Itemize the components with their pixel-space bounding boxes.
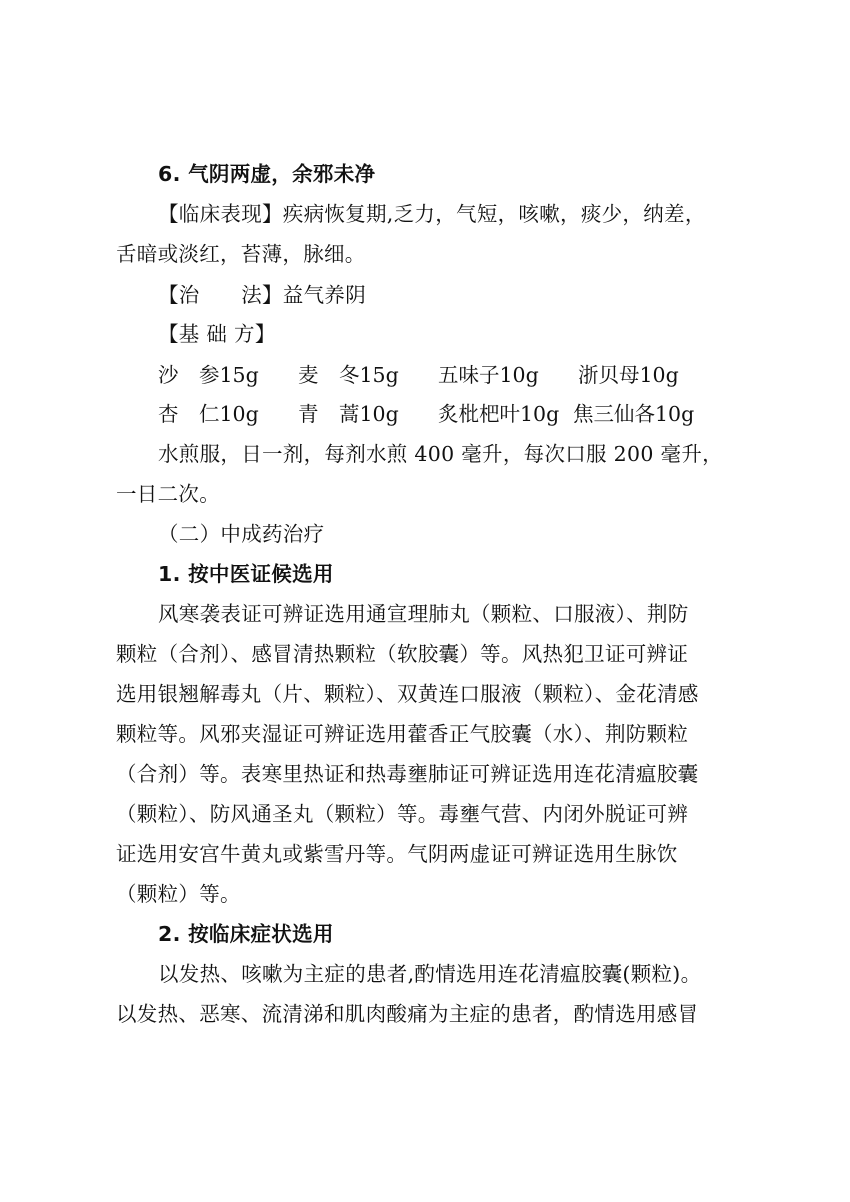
herb-item: 麦 冬15g <box>298 363 399 387</box>
herb-row-1 <box>0 361 850 391</box>
paragraph-line: （合剂）等。表寒里热证和热毒壅肺证可辨证选用连花清瘟胶囊 <box>116 762 699 786</box>
paragraph-line: （颗粒）等。 <box>116 882 241 906</box>
paragraph-line: 证选用安宫牛黄丸或紫雪丹等。气阴两虚证可辨证选用生脉饮 <box>116 842 678 866</box>
herb-item: 青 蒿10g <box>298 402 399 426</box>
usage-line-1: 水煎服，日一剂，每剂水煎 400 毫升，每次口服 200 毫升， <box>158 442 723 466</box>
clinical-presentation-line-2: 舌暗或淡红，苔薄，脉细。 <box>116 242 366 266</box>
part-2-heading: （二）中成药治疗 <box>158 522 325 546</box>
subsection-1-heading: 1. 按中医证候选用 <box>158 562 334 586</box>
herb-item: 五味子10g <box>438 363 539 387</box>
paragraph-line: （颗粒）、防风通圣丸（颗粒）等。毒壅气营、内闭外脱证可辨 <box>116 802 689 826</box>
paragraph-line: 风寒袭表证可辨证选用通宣理肺丸（颗粒、口服液）、荆防 <box>158 602 689 626</box>
paragraph-line: 颗粒（合剂）、感冒清热颗粒（软胶囊）等。风热犯卫证可辨证 <box>116 642 689 666</box>
section-6-heading: 6. 气阴两虚，余邪未净 <box>158 162 376 186</box>
usage-line-2: 一日二次。 <box>116 482 220 506</box>
clinical-presentation-line-1: 【临床表现】疾病恢复期,乏力，气短，咳嗽，痰少，纳差， <box>158 202 706 226</box>
paragraph-line: 颗粒等。风邪夹湿证可辨证选用藿香正气胶囊（水）、荆防颗粒 <box>116 722 689 746</box>
paragraph-line: 以发热、咳嗽为主症的患者,酌情选用连花清瘟胶囊(颗粒)。 <box>158 962 702 986</box>
paragraph-line: 选用银翘解毒丸（片、颗粒）、双黄连口服液（颗粒）、金花清感 <box>116 682 699 706</box>
treatment-method: 【治 法】益气养阴 <box>158 283 366 307</box>
herb-item: 杏 仁10g <box>158 402 259 426</box>
herb-item: 焦三仙各10g <box>573 402 695 426</box>
paragraph-line: 以发热、恶寒、流清涕和肌肉酸痛为主症的患者，酌情选用感冒 <box>116 1002 699 1026</box>
herb-item: 沙 参15g <box>158 363 259 387</box>
subsection-2-heading: 2. 按临床症状选用 <box>158 922 334 946</box>
herb-item: 浙贝母10g <box>578 363 679 387</box>
herb-row-2 <box>0 400 850 430</box>
base-formula-label: 【基 础 方】 <box>158 322 276 346</box>
herb-item: 炙枇杷叶10g <box>438 402 560 426</box>
